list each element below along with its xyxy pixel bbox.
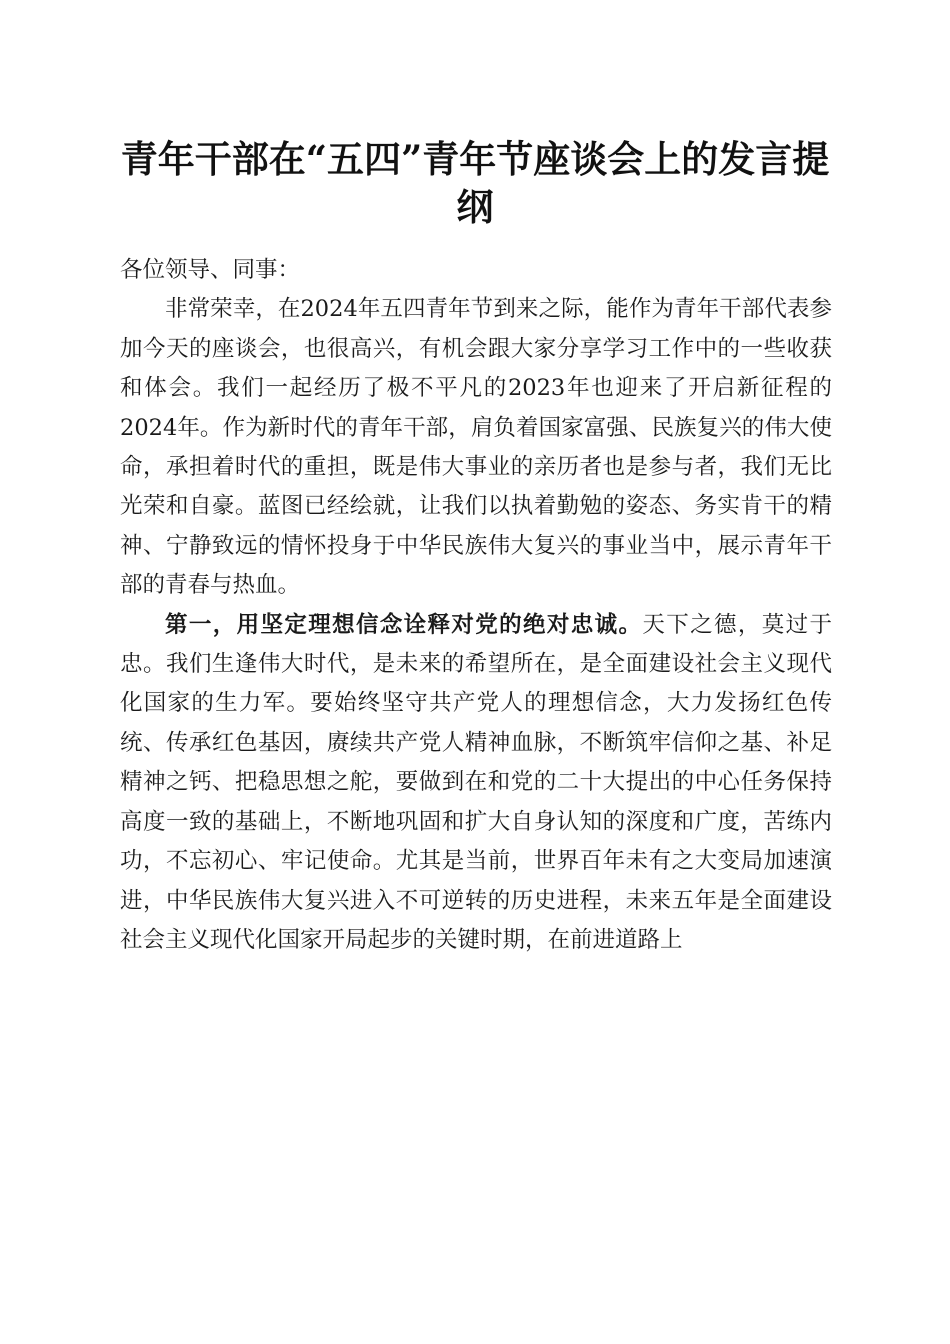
intro-paragraph: 非常荣幸，在2024年五四青年节到来之际，能作为青年干部代表参加今天的座谈会，也很高兴，有机会跟大家分享学习工作中的一些收获和体会。我们一起经历了极不平凡的2023年也迎来了开启新征程的2024年。作为新时代的青年干部，肩负着国家富强、民族复兴的伟大使命，承担着时代的重担，既是伟大事业的亲历者也是参与者，我们无比光荣和自豪。蓝图已经绘就，让我们以执着勤勉的姿态、务实肯干的精神、宁静致远的情怀投身于中华民族伟大复兴的事业当中，展示青年干部的青春与热血。 <box>120 296 832 599</box>
section-1-body: 天下之德，莫过于忠。我们生逢伟大时代，是未来的希望所在，是全面建设社会主义现代化国家的生力军。要始终坚守共产党人的理想信念，大力发扬红色传统、传承红色基因，赓续共产党人精神血脉，不断筑牢信仰之基、补足精神之钙、把稳思想之舵，要做到在和党的二十大提出的中心任务保持高度一致的基础上，不断地巩固和扩大自身认知的深度和广度，苦练内功，不忘初心、牢记使命。尤其是当前，世界百年未有之大变局加速演进，中华民族伟大复兴进入不可逆转的历史进程，未来五年是全面建设社会主义现代化国家开局起步的关键时期，在前进道路上 <box>120 611 832 953</box>
salutation: 各位领导、同事： <box>120 257 301 283</box>
section-1-heading: 第一，用坚定理想信念诠释对党的绝对忠诚。 <box>165 611 643 638</box>
document-title: 青年干部在“五四”青年节座谈会上的发言提纲 <box>120 137 830 229</box>
section-1-paragraph <box>120 606 832 961</box>
document-body <box>120 251 832 960</box>
